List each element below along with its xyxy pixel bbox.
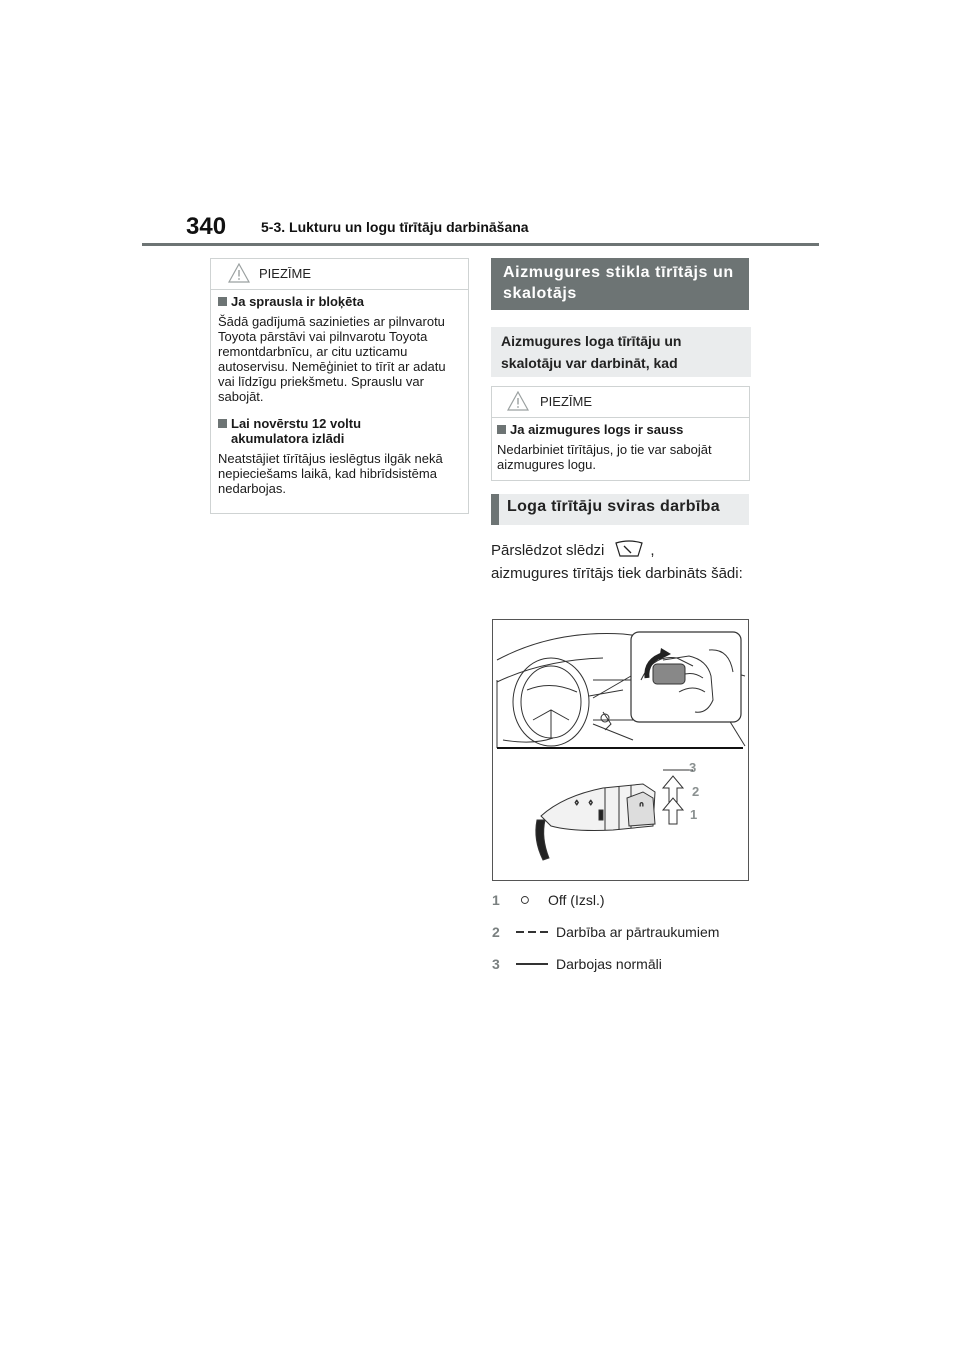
notice-label: PIEZĪME — [259, 266, 312, 281]
legend-text: Darbojas normāli — [556, 956, 662, 972]
notice-heading: Ja sprausla ir bloķēta — [218, 294, 460, 309]
figure-label-3: 3 — [689, 760, 697, 775]
notice-box-right — [491, 386, 750, 481]
figure-label-2: 2 — [692, 784, 700, 799]
legend-number: 3 — [492, 956, 500, 972]
lever-heading: Loga tīrītāju sviras darbība — [491, 494, 749, 525]
bullet-square-icon — [497, 425, 506, 434]
warning-triangle-icon — [228, 263, 250, 283]
notice-header — [211, 259, 468, 290]
notice-text: Neatstājiet tīrītājus ieslēgtus ilgāk nekā nepieciešams laikā, kad hibrīdsistēma nedarbojas. — [218, 451, 443, 496]
main-heading: Aizmugures stikla tīrītājs un skalotājs — [491, 258, 749, 310]
notice-heading: Ja aizmugures logs ir sauss — [497, 422, 741, 437]
figure-label-1: 1 — [690, 807, 698, 822]
rear-wiper-switch-icon — [614, 540, 644, 558]
bullet-square-icon — [218, 297, 227, 306]
bullet-square-icon — [218, 419, 227, 428]
section-title: 5-3. Lukturu un logu tīrītāju darbināšana — [261, 219, 529, 235]
body-line-1: Pārslēdzot slēdzi , — [491, 542, 655, 559]
sub-heading: Aizmugures loga tīrītāju un skalotāju var darbināt, kad — [491, 327, 751, 377]
notice-text: Šādā gadījumā sazinieties ar pilnvarotu Toyota pārstāvi vai pilnvarotu Toyota remontdarbnīcu, ar citu uzticamu autoservisu. Nemēģiniet to tīrīt ar adatu vai līdzīgu priekšmetu. Sprauslu var sabojāt. — [218, 314, 446, 404]
notice-label: PIEZĪME — [540, 394, 593, 409]
solid-line-icon — [514, 957, 550, 971]
notice-body — [211, 290, 468, 504]
circle-icon — [514, 893, 542, 907]
legend-number: 2 — [492, 924, 500, 940]
legend-item-2 — [492, 924, 719, 940]
page-number: 340 — [186, 213, 227, 240]
notice-heading: Lai novērstu 12 voltu akumulatora izlādi — [218, 416, 460, 446]
lever-drawing — [493, 620, 748, 880]
svg-text:∩: ∩ — [639, 801, 645, 808]
body-line-2: aizmugures tīrītājs tiek darbināts šādi: — [491, 565, 743, 582]
svg-text:◊: ◊ — [589, 800, 593, 807]
svg-text:◊: ◊ — [575, 800, 579, 807]
notice-body — [492, 418, 749, 480]
dashed-line-icon — [514, 925, 550, 939]
warning-triangle-icon — [507, 391, 529, 411]
legend-item-3 — [492, 956, 662, 972]
body-text — [491, 540, 751, 585]
notice-box-left — [210, 258, 469, 514]
legend-number: 1 — [492, 892, 500, 908]
legend-text: Off (Izsl.) — [548, 892, 605, 908]
legend-item-1 — [492, 892, 605, 908]
header-divider — [142, 243, 819, 246]
notice-text: Nedarbiniet tīrītājus, jo tie var sabojāt aizmugures logu. — [497, 442, 712, 472]
lever-illustration — [492, 619, 749, 881]
legend-text: Darbība ar pārtraukumiem — [556, 924, 720, 940]
notice-header — [492, 387, 749, 418]
